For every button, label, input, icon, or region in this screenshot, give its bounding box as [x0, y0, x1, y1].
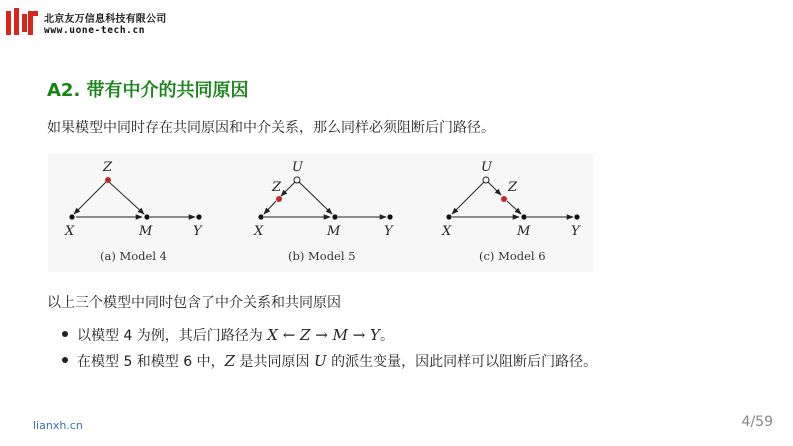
label-x: X: [65, 224, 75, 239]
caption-model-6: (c) Model 6: [479, 249, 546, 263]
node-u: [294, 177, 300, 183]
section-title: A2. 带有中介的共同原因: [47, 80, 249, 101]
label-x: X: [254, 224, 264, 239]
dag-diagrams: [48, 154, 593, 272]
diagram-model-4: [64, 160, 203, 263]
node-m: [521, 214, 526, 219]
summary-text: 以上三个模型中同时包含了中介关系和共同原因: [47, 295, 341, 311]
label-m: M: [517, 224, 531, 239]
variable-u: U: [313, 352, 327, 370]
label-m: M: [327, 224, 341, 239]
node-m: [144, 214, 149, 219]
label-z: Z: [508, 180, 518, 195]
bullet-dot-icon: [62, 331, 68, 337]
label-z: Z: [103, 160, 113, 175]
caption-model-5: (b) Model 5: [288, 249, 356, 263]
bullet-1-text-after: 。: [379, 328, 394, 344]
bullet-1-text-before: 以模型 4 为例，其后门路径为: [77, 328, 263, 344]
label-y: Y: [193, 224, 202, 239]
logo-mark-icon: [6, 8, 40, 38]
label-y: Y: [571, 224, 580, 239]
node-m: [332, 214, 337, 219]
bullet-item-2: [62, 351, 597, 371]
backdoor-path-formula: X ← Z → M → Y: [267, 326, 380, 344]
variable-z: Z: [224, 352, 236, 370]
company-website: www.uone-tech.cn: [44, 25, 146, 36]
node-z: [276, 196, 282, 202]
label-m: M: [139, 224, 153, 239]
node-y: [196, 214, 201, 219]
node-x: [258, 214, 263, 219]
node-y: [387, 214, 392, 219]
bullet-item-1: [62, 325, 394, 345]
label-z: Z: [272, 180, 282, 195]
caption-model-4: (a) Model 4: [100, 249, 168, 263]
bullet-2-text-before: 在模型 5 和模型 6 中，: [77, 354, 225, 370]
bullet-2-text-mid: 是共同原因: [239, 354, 310, 370]
node-y: [574, 214, 579, 219]
node-x: [69, 214, 74, 219]
company-name: 北京友万信息科技有限公司: [44, 14, 167, 25]
bullet-dot-icon: [62, 357, 68, 363]
label-y: Y: [384, 224, 393, 239]
node-u: [483, 177, 489, 183]
bullet-2-text-after: 的派生变量，因此同样可以阻断后门路径。: [331, 354, 598, 370]
page-number: 4/59: [741, 414, 773, 430]
footer-site-link[interactable]: lianxh.cn: [33, 419, 83, 432]
diagram-model-6: [441, 160, 581, 263]
node-z: [501, 196, 507, 202]
label-u: U: [481, 160, 492, 175]
node-z: [105, 177, 111, 183]
diagram-model-5: [253, 160, 394, 263]
label-x: X: [442, 224, 452, 239]
company-logo: [6, 8, 167, 40]
label-u: U: [292, 160, 303, 175]
node-x: [446, 214, 451, 219]
intro-text: 如果模型中同时存在共同原因和中介关系，那么同样必须阻断后门路径。: [47, 120, 495, 136]
